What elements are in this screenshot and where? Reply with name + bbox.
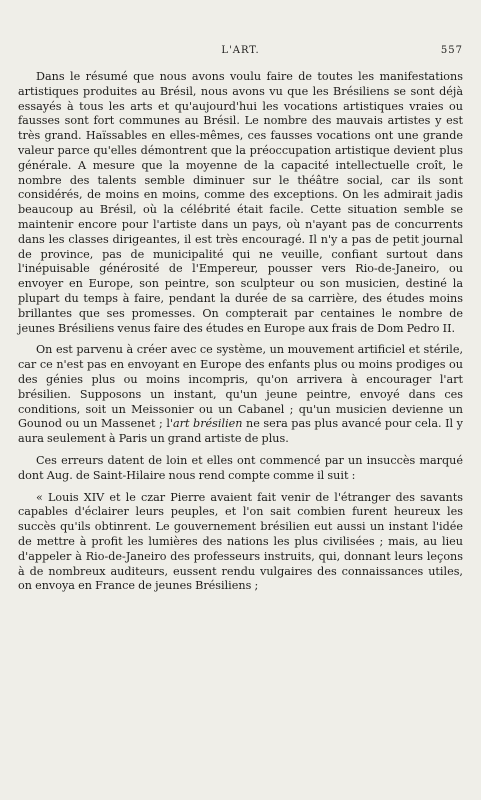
- page-body: [18, 70, 463, 601]
- paragraph-4-quotation: « Louis XIV et le czar Pierre avaient fait venir de l'étranger des savants capables d'éclairer leurs peuples, et l'on sait combien furent heureux les succès qu'ils obtinrent. Le gouvernement brésilien eut aussi un instant l'idée de mettre à profit les lumières des nations les plus civilisées ; mais, au lieu d'appeler à Rio-de-Janeiro des professeurs instruits, qui, donnant leurs leçons à de nombreux auditeurs, eussent rendu vulgaires des connaissances utiles, on envoya en France de jeunes Brésiliens ;: [18, 490, 463, 593]
- page-number: 557: [440, 45, 463, 56]
- paragraph-2-text-end: ne sera pas plus avancé pour cela. Il y aura seulement à Paris un grand artiste de plus.: [18, 417, 463, 446]
- paragraph-2-text-start: On est parvenu à créer avec ce système, un mouvement artificiel et stérile, car ce n'est pas en envoyant en Europe des enfants plus ou moins prodiges ou des génies plus ou moins incompris, qu'on arrivera à encourager l'art brésilien. Supposons un instant, qu'un jeune peintre, envoyé dans ces conditions, soit un Meissonier ou un Cabanel ; qu'un musicien devienne un Gounod ou un Massenet ; l': [18, 343, 463, 431]
- paragraph-2: [18, 343, 463, 447]
- paragraph-1: Dans le résumé que nous avons voulu faire de toutes les manifestations artistiques produites au Brésil, nous avons vu que les Brésiliens se sont déjà essayés à tous les arts et qu'aujourd'hui les vocations artistiques vraies ou fausses sont fort communes au Brésil. Le nombre des mauvais artistes y est très grand. Haïssables en elles-mêmes, ces fausses vocations ont une grande valeur parce qu'elles démontrent que la préoccupation artistique devient plus générale. A mesure que la moyenne de la capacité intellectuelle croît, le nombre des talents semble diminuer sur le théâtre social, car ils sont considérés, de moins en moins, comme des exceptions. On les admirait jadis beaucoup au Brésil, où la célébrité était facile. Cette situation semble se maintenir encore pour l'artiste dans un pays, où n'ayant pas de concurrents dans les classes dirigeantes, il est très encouragé. Il n'y a pas de petit journal de province, pas de municipalité qui ne veuille, confiant surtout dans l'inépuisable générosité de l'Empereur, pousser vers Rio-de-Janeiro, ou envoyer en Europe, son peintre, son sculpteur ou son musicien, destiné la plupart du temps à faire, pendant la durée de sa carrière, des études moins brillantes que ses promesses. On compterait par centaines le nombre de jeunes Brésiliens venus faire des études en Europe aux frais de Dom Pedro II.: [18, 70, 463, 335]
- paragraph-3: Ces erreurs datent de loin et elles ont commencé par un insuccès marqué dont Aug. de Saint-Hilaire nous rend compte comme il suit :: [18, 453, 463, 482]
- running-title: L'ART.: [221, 45, 260, 56]
- page-header: [18, 45, 463, 59]
- paragraph-2-italic-term: art brésilien: [173, 417, 243, 431]
